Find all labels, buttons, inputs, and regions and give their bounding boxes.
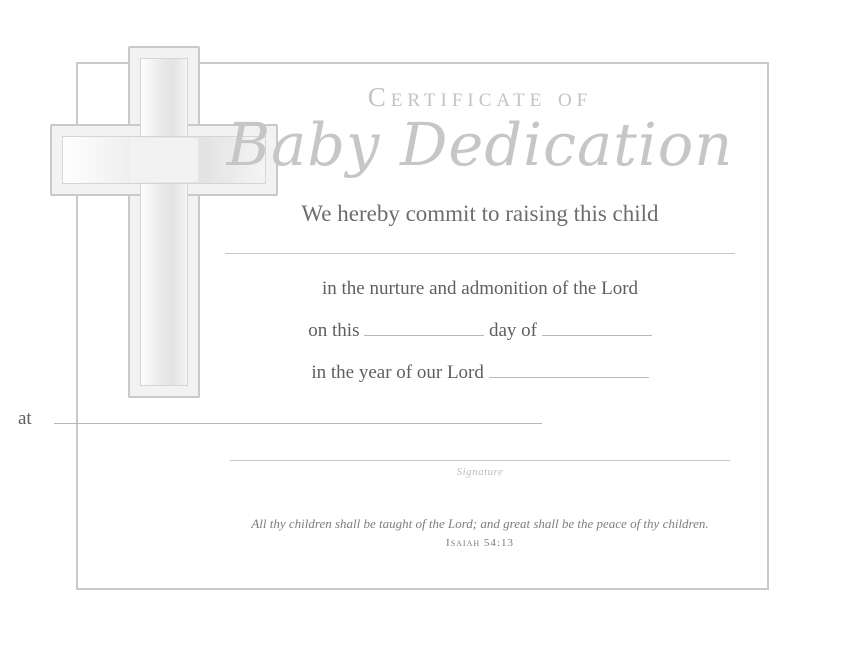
place-row (18, 406, 760, 430)
cross-joint (130, 138, 198, 182)
year-row (200, 360, 760, 384)
scripture-reference: Isaiah 54:13 (446, 536, 514, 549)
nurture-line: in the nurture and admonition of the Lord (321, 277, 639, 299)
signature-field[interactable] (230, 460, 730, 461)
day-field[interactable] (364, 318, 484, 336)
child-name-field[interactable] (225, 253, 735, 254)
date-middle-label: day of (488, 319, 537, 341)
commitment-line: We hereby commit to raising this child (301, 200, 659, 226)
cross-vertical-inner (140, 58, 188, 386)
certificate-heading-small: Certificate of (367, 82, 593, 112)
certificate-content (18, 70, 760, 549)
month-field[interactable] (542, 318, 652, 336)
scripture-verse: All thy children shall be taught of the Lord; and great shall be the peace of thy children. (251, 515, 709, 531)
place-prefix-label: at (18, 407, 32, 429)
certificate-heading-script: Baby Dedication (226, 110, 734, 179)
date-row (200, 318, 760, 342)
place-field[interactable] (54, 406, 542, 424)
signature-label: Signature (456, 465, 504, 478)
date-prefix-label: on this (308, 319, 360, 341)
year-prefix-label: in the year of our Lord (311, 361, 484, 383)
year-field[interactable] (489, 360, 649, 378)
